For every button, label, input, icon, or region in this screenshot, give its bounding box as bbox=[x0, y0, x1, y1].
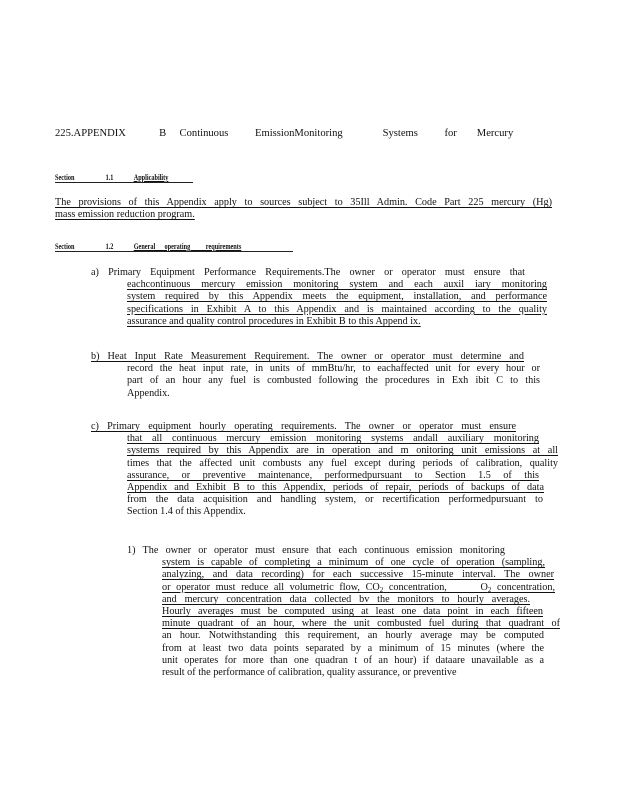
paragraph-line: and mercury concentration data collected bv the monitors to hourly averages. bbox=[162, 593, 530, 605]
paragraph-line: system required by this Appendix meets the equipment, installation, and performance bbox=[127, 291, 547, 303]
paragraph-line: systems required by this Appendix are in operation and m onitoring unit emissions at all bbox=[127, 445, 558, 457]
item-b-first-line bbox=[91, 351, 524, 363]
item-b-body bbox=[127, 363, 540, 400]
paragraph-line: mass emission reduction program. bbox=[55, 209, 195, 221]
item-a-first-line bbox=[91, 267, 525, 279]
item-c1-body bbox=[162, 557, 560, 679]
paragraph-line: eachcontinuous mercury emission monitoring system and each auxil iary monitoring bbox=[127, 279, 547, 291]
paragraph-line: an hour. Notwithstanding this requirement, an hourly average may be computed bbox=[162, 630, 544, 642]
paragraph-line: result of the performance of calibration, quality assurance, or preventive bbox=[162, 667, 457, 679]
section-number: 1.2 bbox=[105, 242, 114, 251]
paragraph-line: a) Primary Equipment Performance Requirements.The owner or operator must ensure that bbox=[91, 267, 525, 278]
section-title: Applicability bbox=[133, 173, 169, 182]
paragraph-line: Section 1.4 of this Appendix. bbox=[127, 506, 246, 518]
line-mid: concentration, O bbox=[383, 581, 488, 593]
line-start: or operator must reduce all volumetric flow, CO bbox=[162, 581, 380, 593]
paragraph-line: analyzing, and data recording) for each successive 15-minute interval. The owner bbox=[162, 569, 554, 581]
paragraph-line: assurance, or preventive maintenance, performedpursuant to Section 1.5 of this bbox=[127, 469, 539, 481]
section-label: Section bbox=[55, 242, 75, 251]
paragraph-line: c) Primary equipment hourly operating requirements. The owner or operator must ensure bbox=[91, 421, 516, 432]
item-a-body bbox=[127, 279, 547, 328]
paragraph-line: unit operates for more than one quadran t of an hour) if dataare unavailable as a bbox=[162, 654, 544, 666]
paragraph-line: times that the affected unit combusts any fuel except during periods of calibration, quality bbox=[127, 457, 558, 469]
subscript: 2 bbox=[379, 585, 384, 594]
paragraph-line: specifications in Exhibit A to this Appendix and is maintained according to the quality bbox=[127, 303, 547, 315]
section-rule bbox=[55, 251, 293, 252]
paragraph-line: Appendix. bbox=[127, 387, 170, 399]
paragraph-line: from the data acquisition and handling system, or recertification performedpursuant to bbox=[127, 494, 543, 506]
item-c1-first-line bbox=[127, 545, 505, 557]
paragraph-line: part of an hour any fuel is combusted following the procedures in Exh ibit C to this bbox=[127, 375, 540, 387]
paragraph-line: assurance and quality control procedures in Exhibit B to this Append ix. bbox=[127, 315, 421, 327]
paragraph-line: record the heat input rate, in units of mmBtu/hr, to eachaffected unit for every hour or bbox=[127, 363, 540, 375]
paragraph-line: from at least two data points separated by a minimum of 15 minutes (where the bbox=[162, 642, 544, 654]
paragraph-line: 1) The owner or operator must ensure that each continuous emission monitoring bbox=[127, 545, 505, 556]
section-label: Section bbox=[55, 173, 75, 182]
section-rule bbox=[55, 182, 193, 183]
paragraph-line bbox=[162, 582, 555, 594]
paragraph-line: Appendix and Exhibit B to this Appendix, periods of repair, periods of backups of data bbox=[127, 482, 544, 493]
paragraph-line: The provisions of this Appendix apply to sources subject to 35Ill Admin. Code Part 225 mercury (Hg) bbox=[55, 197, 552, 208]
paragraph-line: minute quadrant of an hour, where the unit combusted fuel during that quadrant of bbox=[162, 618, 560, 630]
paragraph-line: system is capable of completing a minimum of one cycle of operation (sampling, bbox=[162, 557, 545, 569]
line-end: concentration, bbox=[491, 581, 555, 593]
item-c-body bbox=[127, 433, 558, 518]
paragraph-line: b) Heat Input Rate Measurement Requirement. The owner or operator must determine and bbox=[91, 351, 524, 362]
section-title: General operating requirements bbox=[133, 242, 242, 251]
paragraph-line: that all continuous mercury emission monitoring systems andall auxiliary monitoring bbox=[127, 433, 539, 445]
item-c-first-line bbox=[91, 421, 516, 433]
paragraph-line: Hourly averages must be computed using at least one data point in each fifteen bbox=[162, 606, 543, 617]
subscript: 2 bbox=[487, 585, 492, 594]
section-1-1-paragraph bbox=[55, 197, 552, 221]
appendix-title: 225.APPENDIX B Continuous EmissionMonitoring Systems for Mercury bbox=[55, 128, 514, 139]
section-number: 1.1 bbox=[105, 173, 114, 182]
